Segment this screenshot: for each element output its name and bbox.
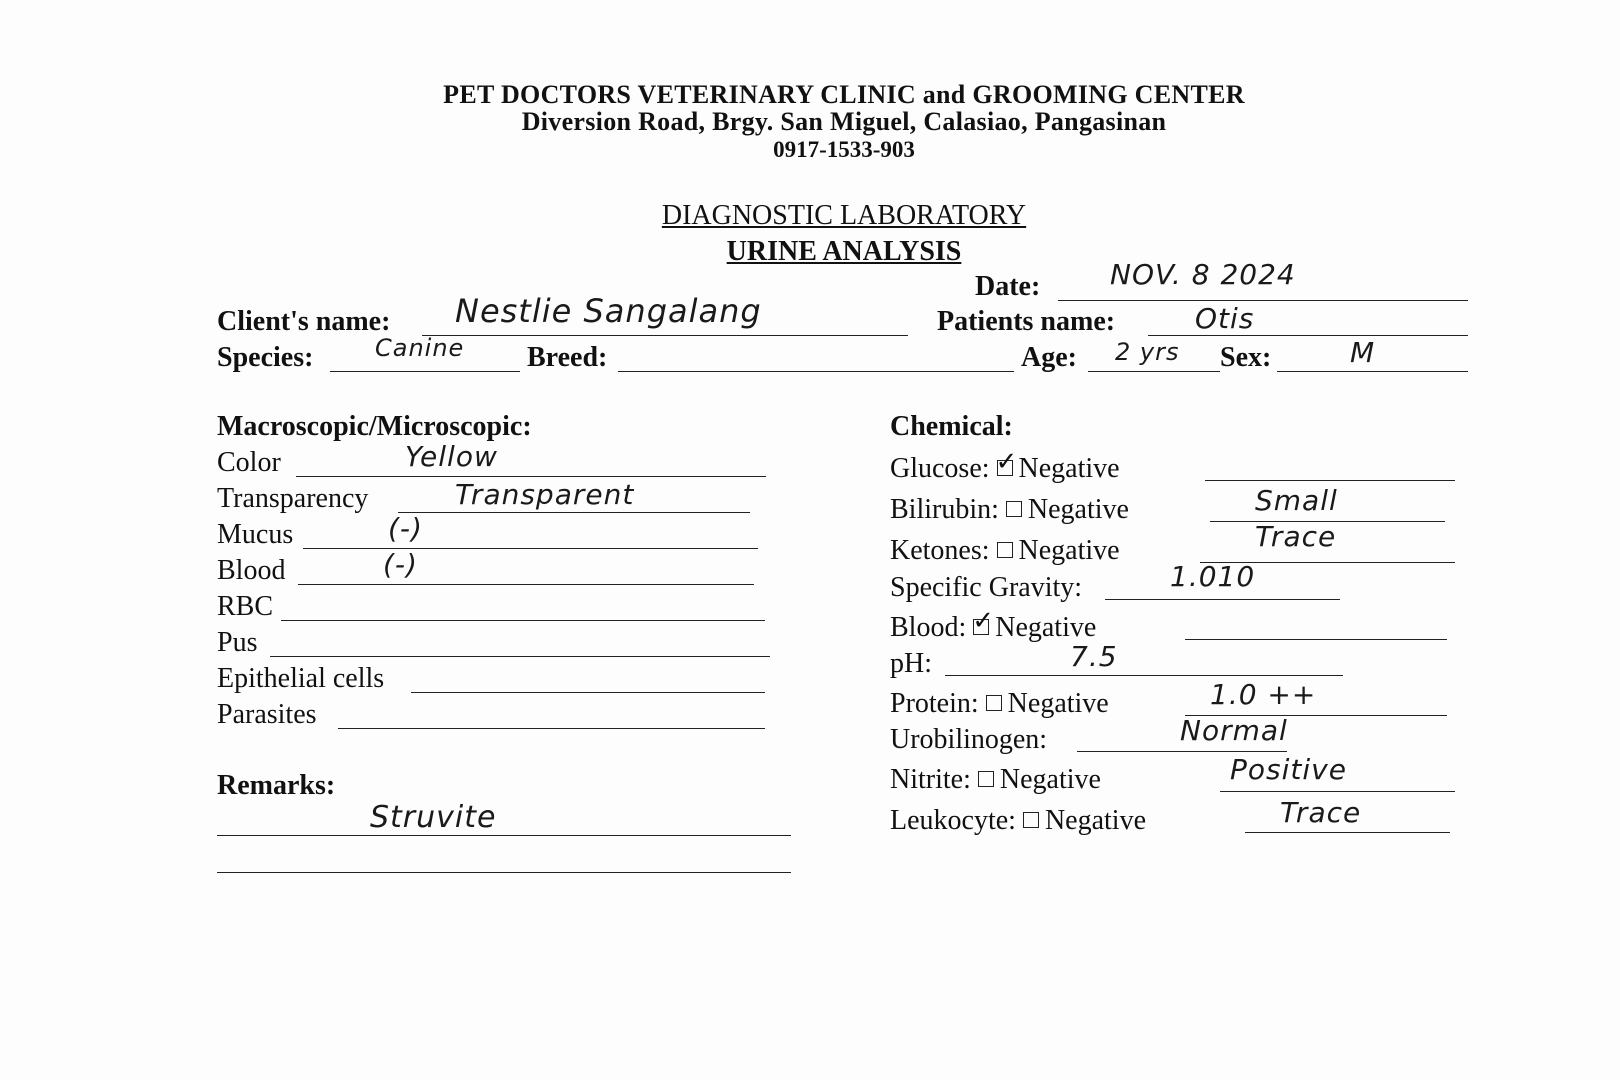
chem-nitrite-value[interactable]: Positive (1230, 753, 1347, 786)
macro-rbc-line (281, 620, 765, 621)
macro-epithelial-cells-label: Epithelial cells (217, 663, 385, 694)
chem-specific-gravity-label: Specific Gravity: (890, 572, 1083, 603)
patient-name-line (1148, 335, 1468, 336)
chem-urobilinogen-label: Urobilinogen: (890, 724, 1048, 755)
species-line (330, 371, 520, 372)
chem-specific-gravity-value[interactable]: 1.010 (1170, 560, 1256, 593)
chem-glucose-negative-checkbox[interactable] (995, 447, 1018, 477)
chem-ph-row (890, 648, 932, 680)
sex-value[interactable]: M (1350, 336, 1376, 369)
macro-parasites-line (338, 728, 765, 729)
chem-protein-row (890, 688, 1109, 720)
breed-line (618, 371, 1014, 372)
chemical-heading: Chemical: (890, 411, 1013, 442)
age-line (1088, 371, 1220, 372)
macro-mucus-label: Mucus (217, 519, 294, 550)
chem-protein-negative-checkbox[interactable] (986, 695, 1002, 711)
check-mark-icon: ✓ (972, 606, 995, 636)
remarks-heading: Remarks: (217, 770, 336, 801)
chem-nitrite-line (1220, 791, 1455, 792)
form-title: URINE ANALYSIS (726, 236, 962, 267)
species-value[interactable]: Canine (375, 334, 465, 362)
age-value[interactable]: 2 yrs (1115, 338, 1180, 366)
macro-color-label: Color (217, 447, 281, 478)
chem-protein-label: Protein: (890, 688, 979, 719)
chem-ketones-row (890, 535, 1120, 567)
chem-nitrite-label: Nitrite: (890, 764, 971, 795)
chem-ketones-negative-label: Negative (1018, 535, 1120, 566)
chem-glucose-row (890, 447, 1120, 485)
clinic-name: PET DOCTORS VETERINARY CLINIC and GROOMING CENTER (443, 80, 1245, 109)
remarks-line-2 (217, 872, 791, 873)
macro-blood-line (298, 584, 754, 585)
macro-rbc-label: RBC (217, 591, 274, 622)
chem-urobilinogen-value[interactable]: Normal (1180, 714, 1288, 747)
date-line (1058, 300, 1468, 301)
chem-leukocyte-label: Leukocyte: (890, 805, 1016, 836)
chem-ketones-label: Ketones: (890, 535, 990, 566)
chem-blood-negative-label: Negative (995, 612, 1097, 643)
chem-ketones-value[interactable]: Trace (1255, 520, 1337, 553)
macro-pus-line (270, 656, 770, 657)
chem-leukocyte-row (890, 805, 1146, 837)
date-value[interactable]: NOV. 8 2024 (1110, 258, 1296, 291)
clinic-phone: 0917-1533-903 (773, 137, 915, 162)
chem-leukocyte-value[interactable]: Trace (1280, 796, 1362, 829)
chem-bilirubin-negative-label: Negative (1027, 494, 1129, 525)
chem-ph-line (945, 675, 1343, 676)
chem-protein-value[interactable]: 1.0 ++ (1210, 678, 1317, 711)
sex-line (1277, 371, 1468, 372)
date-label: Date: (975, 271, 1041, 302)
chem-blood-line (1185, 639, 1447, 640)
chem-glucose-negative-label: Negative (1018, 453, 1120, 484)
section-title: DIAGNOSTIC LABORATORY (661, 200, 1027, 231)
macro-transparency-line (398, 512, 750, 513)
chem-nitrite-negative-label: Negative (999, 764, 1101, 795)
chem-protein-negative-label: Negative (1007, 688, 1109, 719)
remarks-line-1 (217, 835, 791, 836)
chem-blood-label: Blood: (890, 612, 967, 643)
chem-leukocyte-negative-label: Negative (1044, 805, 1147, 836)
macro-mucus-value[interactable]: (-) (388, 512, 423, 545)
macro-mucus-line (303, 548, 758, 549)
chem-urobilinogen-row (890, 724, 1047, 756)
chem-blood-negative-checkbox[interactable] (972, 606, 995, 636)
chem-bilirubin-negative-checkbox[interactable] (1006, 501, 1022, 517)
breed-label: Breed: (527, 342, 608, 373)
chem-specific-gravity-line (1105, 599, 1340, 600)
chem-leukocyte-negative-checkbox[interactable] (1023, 812, 1039, 828)
macro-color-line (296, 476, 766, 477)
chem-ketones-negative-checkbox[interactable] (997, 542, 1013, 558)
chem-glucose-label: Glucose: (890, 453, 990, 484)
patient-name-label: Patients name: (937, 306, 1116, 337)
macro-transparency-value[interactable]: Transparent (455, 478, 635, 511)
chem-bilirubin-value[interactable]: Small (1255, 484, 1338, 517)
macro-epithelial-cells-line (411, 692, 765, 693)
patient-name-value[interactable]: Otis (1195, 302, 1255, 335)
client-name-value[interactable]: Nestlie Sangalang (455, 292, 762, 330)
chem-ph-value[interactable]: 7.5 (1070, 640, 1118, 673)
check-mark-icon: ✓ (995, 447, 1018, 477)
client-name-label: Client's name: (217, 306, 391, 337)
chem-glucose-line (1205, 480, 1455, 481)
macro-blood-label: Blood (217, 555, 286, 586)
chem-ph-label: pH: (890, 648, 932, 679)
sex-label: Sex: (1220, 342, 1272, 373)
chem-nitrite-row (890, 764, 1101, 796)
macro-parasites-label: Parasites (217, 699, 317, 730)
clinic-address: Diversion Road, Brgy. San Miguel, Calasiao, Pangasinan (521, 107, 1167, 136)
macro-color-value[interactable]: Yellow (405, 440, 498, 473)
macro-blood-value[interactable]: (-) (383, 548, 418, 581)
chem-bilirubin-label: Bilirubin: (890, 494, 999, 525)
remarks-value[interactable]: Struvite (370, 800, 497, 835)
macro-transparency-label: Transparency (217, 483, 369, 514)
macro-pus-label: Pus (217, 627, 258, 658)
chem-blood-row (890, 606, 1097, 644)
chem-specific-gravity-row (890, 572, 1082, 604)
chem-nitrite-negative-checkbox[interactable] (978, 771, 994, 787)
chem-bilirubin-row (890, 494, 1129, 526)
age-label: Age: (1021, 342, 1077, 373)
species-label: Species: (217, 342, 314, 373)
chem-urobilinogen-line (1077, 751, 1287, 752)
macro-heading: Macroscopic/Microscopic: (217, 411, 532, 442)
client-name-line (422, 335, 908, 336)
chem-leukocyte-line (1245, 832, 1450, 833)
